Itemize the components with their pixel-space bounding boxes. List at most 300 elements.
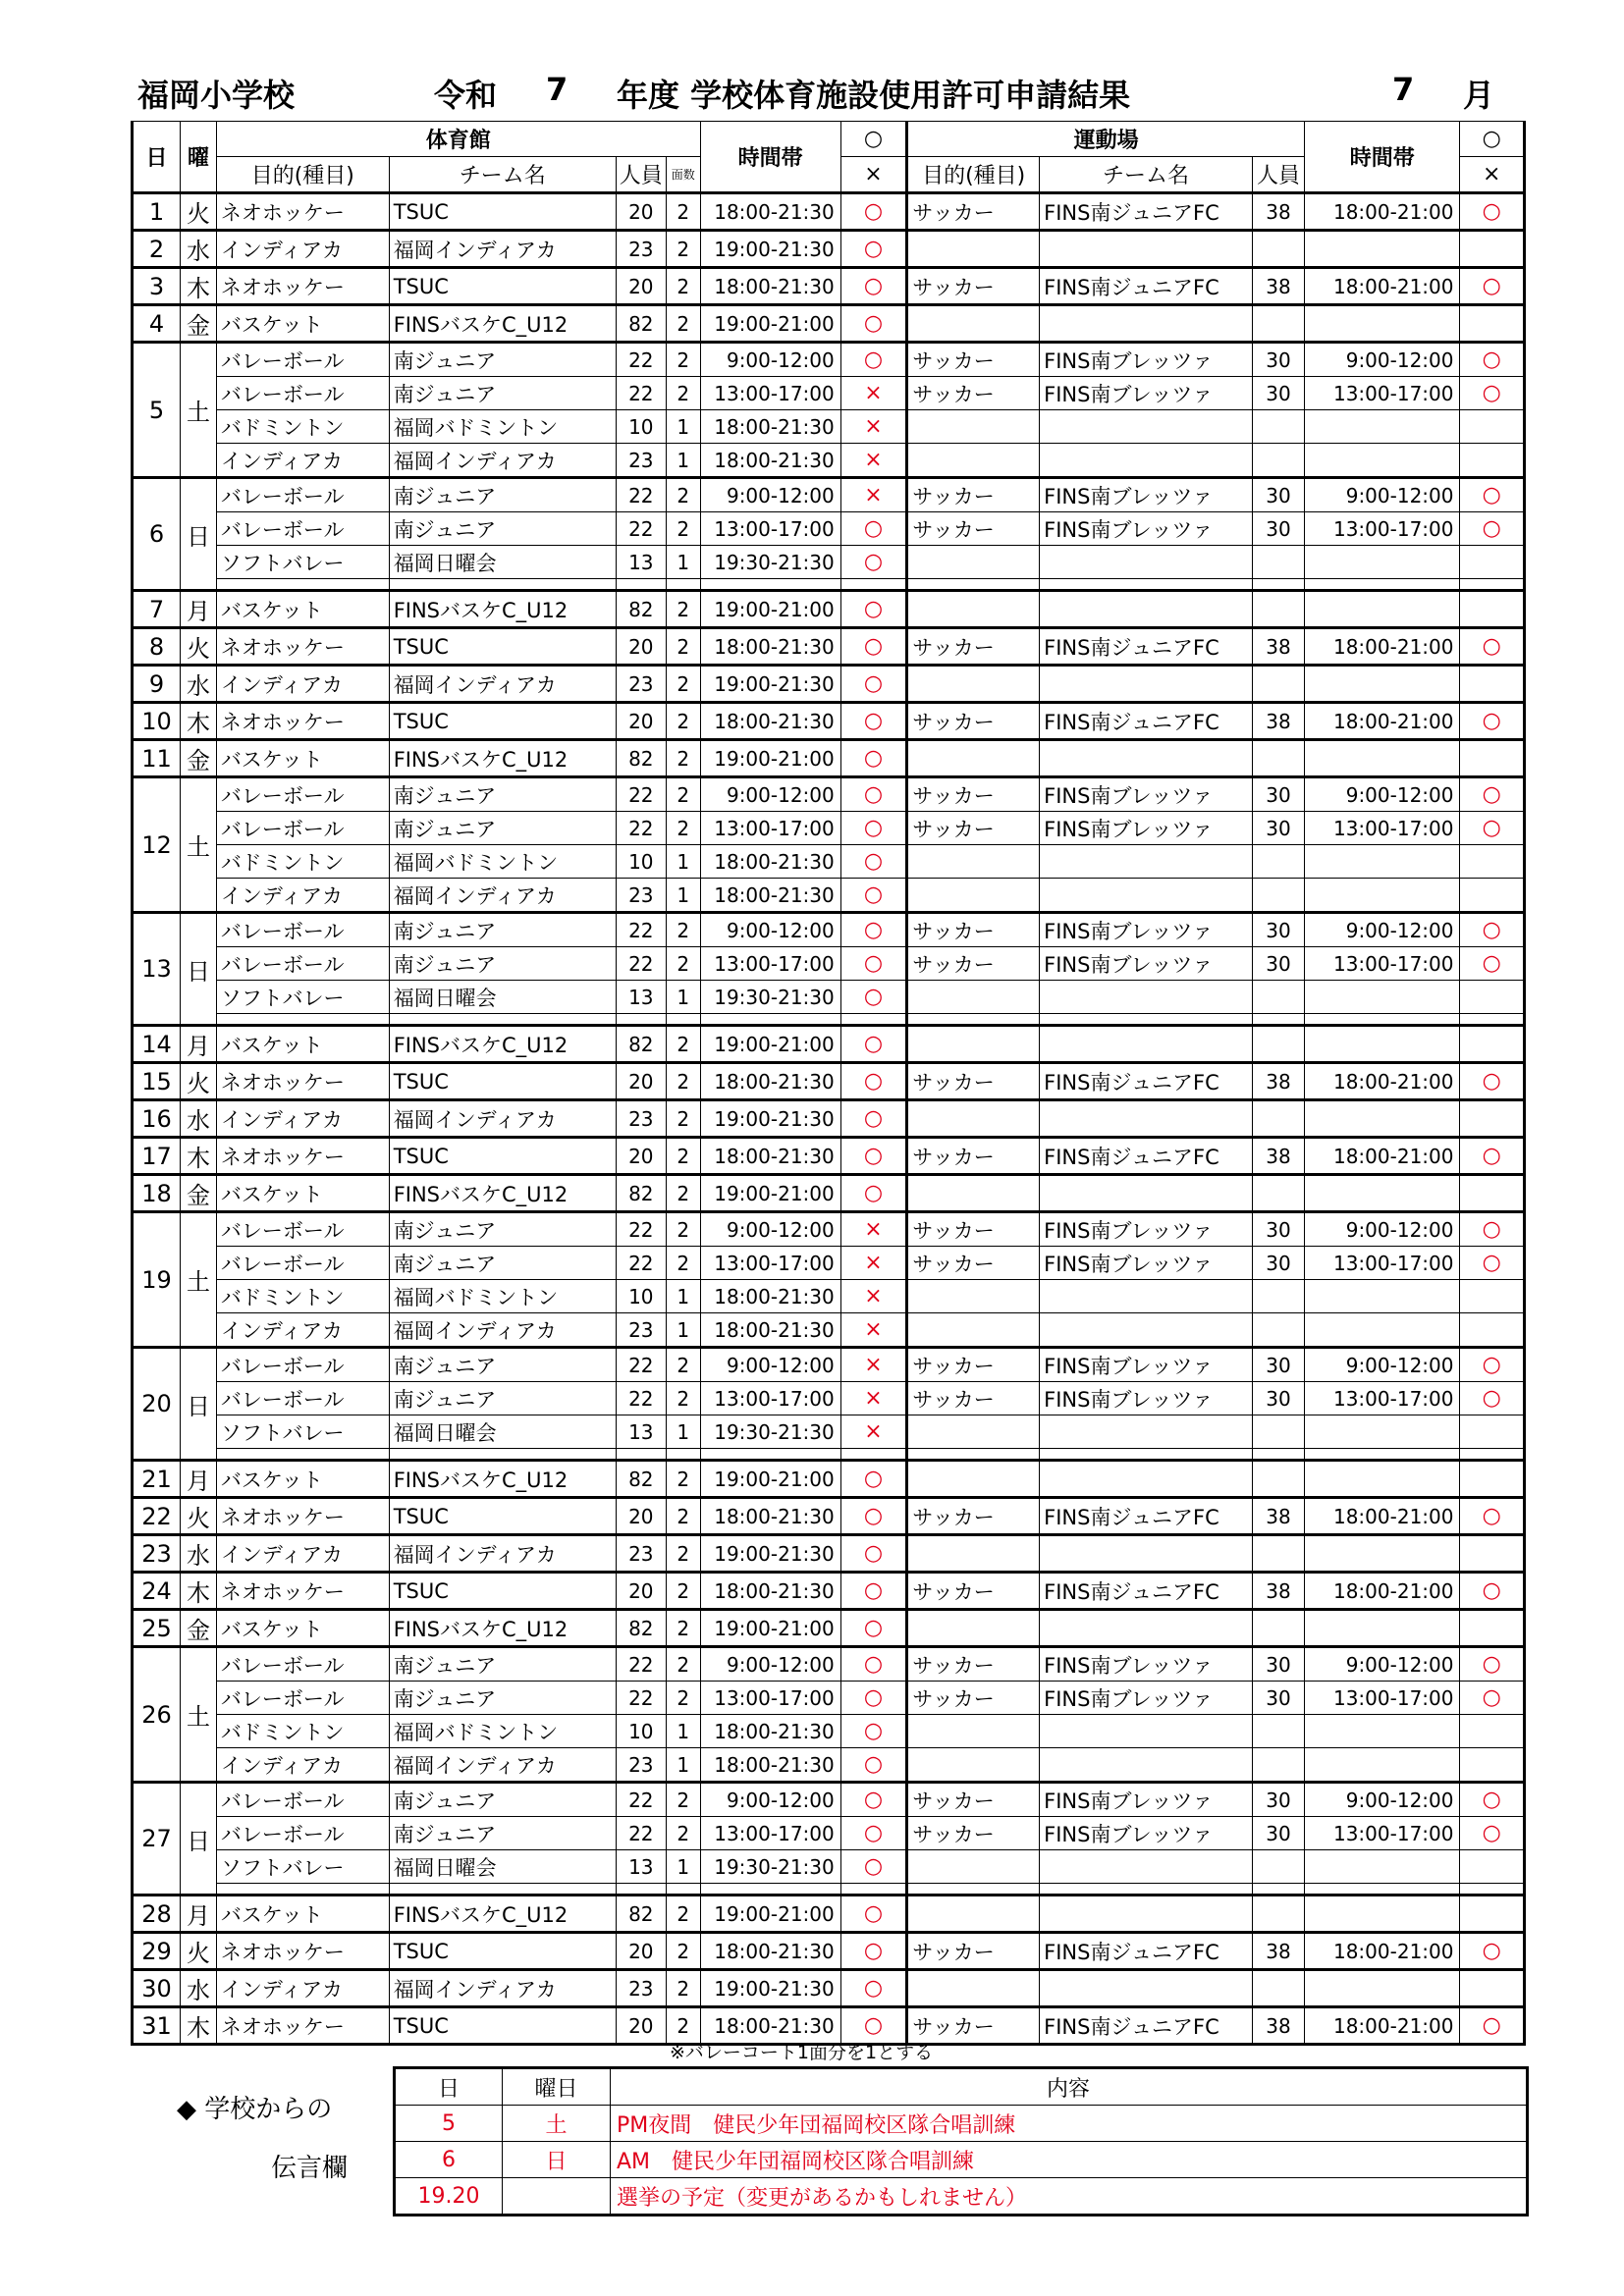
gym-courts: 2 [666, 1175, 700, 1212]
gym-time: 18:00-21:30 [700, 703, 840, 740]
table-row [133, 1415, 1525, 1449]
gym-time: 18:00-21:30 [700, 1498, 840, 1535]
table-row [133, 512, 1525, 546]
field-team: FINS南ブレッツァ [1040, 1382, 1253, 1415]
gym-mark: × [840, 1212, 906, 1247]
gym-purpose: バレーボール [216, 913, 389, 947]
field-people: 30 [1252, 1817, 1304, 1850]
gym-team: TSUC [389, 703, 616, 740]
day-number: 23 [133, 1535, 181, 1573]
gym-courts: 2 [666, 1212, 700, 1247]
table-row [133, 1313, 1525, 1348]
gym-team: 南ジュニア [389, 947, 616, 981]
field-people: 30 [1252, 1647, 1304, 1682]
field-time [1305, 1461, 1460, 1498]
field-people: 38 [1252, 1498, 1304, 1535]
gym-people: 82 [616, 1610, 666, 1647]
gym-courts: 1 [666, 845, 700, 879]
day-number: 25 [133, 1610, 181, 1647]
table-row [133, 1247, 1525, 1280]
day-number: 11 [133, 740, 181, 777]
field-time [1305, 1715, 1460, 1748]
gym-purpose: バドミントン [216, 410, 389, 444]
gym-purpose: バスケット [216, 591, 389, 628]
gym-people: 82 [616, 1896, 666, 1933]
gym-team: 南ジュニア [389, 1817, 616, 1850]
gym-team: 福岡バドミントン [389, 1280, 616, 1313]
field-purpose [907, 1280, 1040, 1313]
gym-courts: 2 [666, 1461, 700, 1498]
field-mark [1460, 1748, 1525, 1783]
table-row [133, 377, 1525, 410]
field-people: 38 [1252, 1138, 1304, 1175]
header-row-top [133, 122, 1525, 157]
spacer-cell [1305, 1014, 1460, 1026]
field-mark [1460, 1100, 1525, 1138]
gym-team: 南ジュニア [389, 478, 616, 512]
field-purpose: サッカー [907, 2007, 1040, 2045]
gym-courts: 2 [666, 812, 700, 845]
spacer-cell [1040, 1014, 1253, 1026]
day-number: 3 [133, 268, 181, 305]
gym-purpose: バスケット [216, 1461, 389, 1498]
gym-time: 19:00-21:00 [700, 305, 840, 343]
field-purpose [907, 740, 1040, 777]
day-number: 6 [133, 478, 181, 591]
day-of-week: 日 [181, 1783, 217, 1896]
gym-people: 22 [616, 1348, 666, 1382]
field-team: FINS南ジュニアFC [1040, 1063, 1253, 1100]
field-people: 38 [1252, 703, 1304, 740]
col-field-people: 人員 [1252, 157, 1304, 193]
gym-people: 82 [616, 1461, 666, 1498]
gym-people: 23 [616, 1748, 666, 1783]
gym-team: 福岡インディアカ [389, 1535, 616, 1573]
table-row [133, 628, 1525, 666]
field-mark: ○ [1460, 512, 1525, 546]
day-of-week: 木 [181, 1138, 217, 1175]
gym-team: 福岡日曜会 [389, 1415, 616, 1449]
day-number: 18 [133, 1175, 181, 1212]
gym-purpose: インディアカ [216, 444, 389, 478]
day-number: 22 [133, 1498, 181, 1535]
gym-team: 福岡インディアカ [389, 666, 616, 703]
field-team: FINS南ブレッツァ [1040, 343, 1253, 377]
gym-time: 18:00-21:30 [700, 1573, 840, 1610]
gym-mark: ○ [840, 193, 906, 231]
spacer-cell [907, 1884, 1040, 1896]
table-row [133, 231, 1525, 268]
message-row [395, 2142, 1528, 2178]
gym-mark: × [840, 1415, 906, 1449]
field-people [1252, 1313, 1304, 1348]
gym-mark: ○ [840, 666, 906, 703]
field-team: FINS南ブレッツァ [1040, 913, 1253, 947]
day-of-week: 月 [181, 591, 217, 628]
field-time [1305, 546, 1460, 579]
field-purpose: サッカー [907, 1063, 1040, 1100]
field-mark [1460, 1715, 1525, 1748]
field-team: FINS南ブレッツァ [1040, 1647, 1253, 1682]
gym-team: TSUC [389, 1138, 616, 1175]
field-team: FINS南ブレッツァ [1040, 478, 1253, 512]
field-mark: ○ [1460, 1348, 1525, 1382]
field-time: 18:00-21:00 [1305, 2007, 1460, 2045]
field-people [1252, 1535, 1304, 1573]
gym-mark: ○ [840, 879, 906, 913]
gym-mark: ○ [840, 1138, 906, 1175]
gym-courts: 2 [666, 947, 700, 981]
col-gym-people: 人員 [616, 157, 666, 193]
field-purpose: サッカー [907, 628, 1040, 666]
table-row [133, 546, 1525, 579]
spacer-cell [700, 1884, 840, 1896]
field-team: FINS南ジュニアFC [1040, 193, 1253, 231]
table-row [133, 1783, 1525, 1817]
gym-time: 9:00-12:00 [700, 1348, 840, 1382]
spacer-cell [1305, 1884, 1460, 1896]
field-people [1252, 666, 1304, 703]
field-people [1252, 1896, 1304, 1933]
gym-time: 18:00-21:30 [700, 1313, 840, 1348]
field-mark [1460, 740, 1525, 777]
spacer-row [133, 579, 1525, 591]
gym-courts: 2 [666, 1535, 700, 1573]
spacer-cell [907, 579, 1040, 591]
field-purpose [907, 305, 1040, 343]
field-people: 30 [1252, 478, 1304, 512]
field-mark: ○ [1460, 193, 1525, 231]
gym-courts: 2 [666, 1573, 700, 1610]
gym-time: 19:30-21:30 [700, 981, 840, 1014]
gym-purpose: インディアカ [216, 1535, 389, 1573]
gym-mark: ○ [840, 2007, 906, 2045]
table-row [133, 740, 1525, 777]
gym-people: 20 [616, 193, 666, 231]
col-gym-mark-ng: × [840, 157, 906, 193]
gym-purpose: バレーボール [216, 1783, 389, 1817]
gym-mark: ○ [840, 845, 906, 879]
field-people: 38 [1252, 628, 1304, 666]
gym-time: 19:00-21:00 [700, 1026, 840, 1063]
day-number: 15 [133, 1063, 181, 1100]
gym-mark: × [840, 444, 906, 478]
gym-team: 福岡インディアカ [389, 1970, 616, 2007]
message-content: AM 健民少年団福岡校区隊合唱訓練 [611, 2142, 1528, 2178]
gym-purpose: バレーボール [216, 777, 389, 812]
table-row [133, 1063, 1525, 1100]
message-day: 5 [395, 2106, 503, 2142]
gym-purpose: ネオホッケー [216, 1498, 389, 1535]
gym-people: 23 [616, 879, 666, 913]
field-time: 13:00-17:00 [1305, 377, 1460, 410]
field-mark: ○ [1460, 1682, 1525, 1715]
field-mark: ○ [1460, 1933, 1525, 1970]
gym-time: 13:00-17:00 [700, 377, 840, 410]
day-number: 31 [133, 2007, 181, 2045]
gym-people: 23 [616, 1100, 666, 1138]
message-row [395, 2106, 1528, 2142]
gym-purpose: バスケット [216, 1026, 389, 1063]
table-row [133, 777, 1525, 812]
gym-team: TSUC [389, 1498, 616, 1535]
field-time [1305, 1175, 1460, 1212]
field-purpose [907, 1461, 1040, 1498]
field-purpose [907, 1850, 1040, 1884]
field-people: 38 [1252, 1933, 1304, 1970]
field-people: 30 [1252, 1247, 1304, 1280]
gym-purpose: ネオホッケー [216, 1138, 389, 1175]
field-mark: ○ [1460, 478, 1525, 512]
month-unit: 月 [1463, 77, 1495, 114]
gym-courts: 2 [666, 1783, 700, 1817]
field-purpose: サッカー [907, 268, 1040, 305]
gym-team: TSUC [389, 628, 616, 666]
day-number: 16 [133, 1100, 181, 1138]
field-purpose: サッカー [907, 377, 1040, 410]
field-team: FINS南ブレッツァ [1040, 777, 1253, 812]
field-purpose [907, 591, 1040, 628]
gym-team: 福岡インディアカ [389, 444, 616, 478]
gym-time: 13:00-17:00 [700, 812, 840, 845]
gym-team: 福岡日曜会 [389, 546, 616, 579]
gym-purpose: バレーボール [216, 1647, 389, 1682]
col-field-purpose: 目的(種目) [907, 157, 1040, 193]
table-row [133, 193, 1525, 231]
message-content: PM夜間 健民少年団福岡校区隊合唱訓練 [611, 2106, 1528, 2142]
gym-purpose: インディアカ [216, 1313, 389, 1348]
field-time [1305, 845, 1460, 879]
gym-time: 18:00-21:30 [700, 1063, 840, 1100]
field-mark: ○ [1460, 1212, 1525, 1247]
day-of-week: 金 [181, 1610, 217, 1647]
field-mark: ○ [1460, 947, 1525, 981]
gym-purpose: ネオホッケー [216, 703, 389, 740]
gym-team: TSUC [389, 268, 616, 305]
day-number: 27 [133, 1783, 181, 1896]
gym-mark: ○ [840, 1026, 906, 1063]
table-row [133, 1933, 1525, 1970]
field-time: 18:00-21:00 [1305, 1573, 1460, 1610]
field-time [1305, 1026, 1460, 1063]
gym-people: 23 [616, 1970, 666, 2007]
spacer-cell [389, 579, 616, 591]
gym-mark: ○ [840, 1748, 906, 1783]
field-people [1252, 1100, 1304, 1138]
gym-time: 19:00-21:30 [700, 1535, 840, 1573]
gym-team: 南ジュニア [389, 1212, 616, 1247]
gym-mark: ○ [840, 1817, 906, 1850]
field-time: 9:00-12:00 [1305, 1783, 1460, 1817]
field-mark: ○ [1460, 1498, 1525, 1535]
gym-team: FINSバスケC_U12 [389, 1896, 616, 1933]
field-purpose [907, 231, 1040, 268]
gym-mark: ○ [840, 913, 906, 947]
field-purpose [907, 1313, 1040, 1348]
gym-courts: 1 [666, 981, 700, 1014]
gym-mark: ○ [840, 343, 906, 377]
day-of-week: 土 [181, 1212, 217, 1348]
field-team [1040, 1850, 1253, 1884]
field-team [1040, 1748, 1253, 1783]
field-purpose: サッカー [907, 703, 1040, 740]
field-team: FINS南ジュニアFC [1040, 1573, 1253, 1610]
gym-courts: 1 [666, 1715, 700, 1748]
table-row [133, 812, 1525, 845]
table-row [133, 947, 1525, 981]
field-mark [1460, 1461, 1525, 1498]
day-of-week: 金 [181, 740, 217, 777]
gym-people: 22 [616, 1647, 666, 1682]
gym-courts: 2 [666, 1970, 700, 2007]
day-number: 20 [133, 1348, 181, 1461]
gym-time: 9:00-12:00 [700, 343, 840, 377]
spacer-cell [216, 1449, 389, 1461]
day-number: 17 [133, 1138, 181, 1175]
col-gym-courts: 面数 [666, 157, 700, 193]
gym-people: 22 [616, 777, 666, 812]
gym-courts: 2 [666, 1382, 700, 1415]
gym-purpose: バスケット [216, 740, 389, 777]
gym-mark: ○ [840, 1896, 906, 1933]
gym-purpose: ソフトバレー [216, 1415, 389, 1449]
field-team: FINS南ブレッツァ [1040, 812, 1253, 845]
field-time [1305, 1896, 1460, 1933]
gym-mark: ○ [840, 777, 906, 812]
gym-courts: 1 [666, 1850, 700, 1884]
field-people [1252, 1970, 1304, 2007]
field-people [1252, 1461, 1304, 1498]
field-people [1252, 1715, 1304, 1748]
gym-team: 福岡インディアカ [389, 879, 616, 913]
field-mark [1460, 1535, 1525, 1573]
gym-team: 福岡バドミントン [389, 1715, 616, 1748]
field-time [1305, 410, 1460, 444]
field-mark: ○ [1460, 777, 1525, 812]
field-purpose: サッカー [907, 1498, 1040, 1535]
field-people [1252, 1610, 1304, 1647]
spacer-cell [907, 1449, 1040, 1461]
gym-purpose: バレーボール [216, 1247, 389, 1280]
gym-purpose: バレーボール [216, 1348, 389, 1382]
field-people [1252, 740, 1304, 777]
day-number: 28 [133, 1896, 181, 1933]
gym-purpose: バレーボール [216, 478, 389, 512]
gym-purpose: ネオホッケー [216, 628, 389, 666]
field-purpose: サッカー [907, 913, 1040, 947]
message-dow [503, 2178, 611, 2216]
gym-people: 13 [616, 981, 666, 1014]
page-header [0, 71, 1624, 114]
col-field-mark-ok: ○ [1460, 122, 1525, 157]
field-purpose: サッカー [907, 343, 1040, 377]
field-team [1040, 1415, 1253, 1449]
field-time: 13:00-17:00 [1305, 947, 1460, 981]
spacer-cell [616, 1014, 666, 1026]
gym-purpose: ネオホッケー [216, 268, 389, 305]
table-row [133, 444, 1525, 478]
field-people [1252, 1280, 1304, 1313]
gym-team: FINSバスケC_U12 [389, 591, 616, 628]
field-purpose [907, 546, 1040, 579]
gym-courts: 2 [666, 478, 700, 512]
field-time: 18:00-21:00 [1305, 1933, 1460, 1970]
table-row [133, 1715, 1525, 1748]
field-people: 30 [1252, 1682, 1304, 1715]
field-mark [1460, 1280, 1525, 1313]
gym-team: 福岡日曜会 [389, 1850, 616, 1884]
gym-courts: 2 [666, 1896, 700, 1933]
message-col-dow: 曜日 [503, 2068, 611, 2106]
table-row [133, 1280, 1525, 1313]
table-row [133, 1138, 1525, 1175]
field-mark: ○ [1460, 1817, 1525, 1850]
gym-time: 19:00-21:30 [700, 231, 840, 268]
gym-purpose: インディアカ [216, 879, 389, 913]
day-number: 13 [133, 913, 181, 1026]
gym-team: FINSバスケC_U12 [389, 1175, 616, 1212]
gym-courts: 2 [666, 343, 700, 377]
gym-courts: 2 [666, 1138, 700, 1175]
gym-time: 13:00-17:00 [700, 512, 840, 546]
field-people: 38 [1252, 268, 1304, 305]
day-number: 4 [133, 305, 181, 343]
day-of-week: 日 [181, 478, 217, 591]
gym-mark: × [840, 478, 906, 512]
gym-time: 9:00-12:00 [700, 478, 840, 512]
gym-courts: 2 [666, 305, 700, 343]
field-mark: ○ [1460, 377, 1525, 410]
gym-people: 22 [616, 1247, 666, 1280]
gym-courts: 2 [666, 1498, 700, 1535]
table-row [133, 845, 1525, 879]
gym-courts: 1 [666, 444, 700, 478]
gym-team: 福岡日曜会 [389, 981, 616, 1014]
school-name: 福岡小学校 [137, 77, 296, 114]
field-purpose [907, 1715, 1040, 1748]
gym-team: 南ジュニア [389, 777, 616, 812]
gym-purpose: インディアカ [216, 1100, 389, 1138]
field-team [1040, 1610, 1253, 1647]
spacer-cell [216, 1884, 389, 1896]
field-time: 9:00-12:00 [1305, 777, 1460, 812]
field-team: FINS南ジュニアFC [1040, 1138, 1253, 1175]
gym-team: TSUC [389, 193, 616, 231]
field-purpose: サッカー [907, 193, 1040, 231]
table-row [133, 305, 1525, 343]
table-row [133, 703, 1525, 740]
gym-courts: 2 [666, 268, 700, 305]
field-team: FINS南ジュニアFC [1040, 268, 1253, 305]
field-team [1040, 444, 1253, 478]
gym-people: 20 [616, 1933, 666, 1970]
field-mark [1460, 1415, 1525, 1449]
gym-mark: ○ [840, 1535, 906, 1573]
gym-purpose: バドミントン [216, 1715, 389, 1748]
day-of-week: 土 [181, 1647, 217, 1783]
field-team [1040, 1026, 1253, 1063]
day-of-week: 金 [181, 305, 217, 343]
col-gym-team: チーム名 [389, 157, 616, 193]
table-row [133, 1573, 1525, 1610]
field-team: FINS南ジュニアFC [1040, 628, 1253, 666]
gym-purpose: インディアカ [216, 666, 389, 703]
gym-people: 20 [616, 1063, 666, 1100]
gym-people: 22 [616, 947, 666, 981]
field-mark: ○ [1460, 1647, 1525, 1682]
spacer-cell [840, 579, 906, 591]
field-people [1252, 305, 1304, 343]
